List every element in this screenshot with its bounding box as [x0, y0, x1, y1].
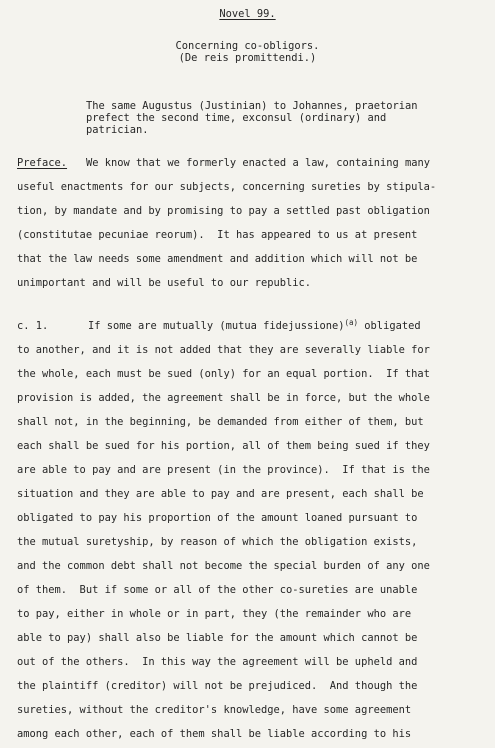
address-line: The same Augustus (Justinian) to Johannes, praetorian: [86, 100, 418, 112]
text-span: If some are mutually (mutua fidejussione): [88, 320, 345, 332]
chapter-label: c. 1.: [17, 320, 49, 332]
text-line: (constitutae pecuniae reorum). It has appeared to us at present: [17, 229, 418, 241]
text-line: situation and they are able to pay and are present, each shall be: [17, 488, 424, 500]
document-subtitle-latin: (De reis promittendi.): [178, 52, 317, 64]
text-line: that the law needs some amendment and addition which will not be: [17, 253, 418, 265]
text-line: to another, and it is not added that they are severally liable for: [17, 344, 430, 356]
text-line: tion, by mandate and by promising to pay a settled past obligation: [17, 205, 430, 217]
text-line: shall not, in the beginning, be demanded from either of them, but: [17, 416, 424, 428]
text-line: the whole, each must be sued (only) for an equal portion. If that: [17, 368, 430, 380]
text-line: of them. But if some or all of the other co-sureties are unable: [17, 584, 418, 596]
text-span: obligated: [364, 320, 421, 332]
text-line: among each other, each of them shall be liable according to his: [17, 728, 412, 740]
text-line: out of the others. In this way the agreement will be upheld and: [17, 656, 418, 668]
address-line: prefect the second time, exconsul (ordinary) and: [86, 112, 387, 124]
text-line: obligated to pay his proportion of the amount loaned pursuant to: [17, 512, 418, 524]
footnote-mark: (a): [344, 318, 359, 327]
text-line: to pay, either in whole or in part, they (the remainder who are: [17, 608, 412, 620]
text-line: are able to pay and are present (in the province). If that is the: [17, 464, 430, 476]
text-line: and the common debt shall not become the special burden of any one: [17, 560, 430, 572]
chapter-first-line: [88, 320, 421, 333]
document-title: Novel 99.: [219, 8, 276, 20]
text-line: the mutual suretyship, by reason of which the obligation exists,: [17, 536, 418, 548]
text-line: the plaintiff (creditor) will not be prejudiced. And though the: [17, 680, 418, 692]
text-line: able to pay) shall also be liable for the amount which cannot be: [17, 632, 418, 644]
text-line: sureties, without the creditor's knowledge, have some agreement: [17, 704, 412, 716]
address-line: patrician.: [86, 124, 149, 136]
text-line: We know that we formerly enacted a law, containing many: [86, 157, 431, 169]
document-subtitle: Concerning co-obligors.: [175, 40, 320, 52]
text-line: each shall be sued for his portion, all of them being sued if they: [17, 440, 430, 452]
preface-label: Preface.: [17, 157, 68, 169]
text-line: useful enactments for our subjects, concerning sureties by stipula-: [17, 181, 437, 193]
text-line: provision is added, the agreement shall be in force, but the whole: [17, 392, 430, 404]
text-line: unimportant and will be useful to our republic.: [17, 277, 312, 289]
